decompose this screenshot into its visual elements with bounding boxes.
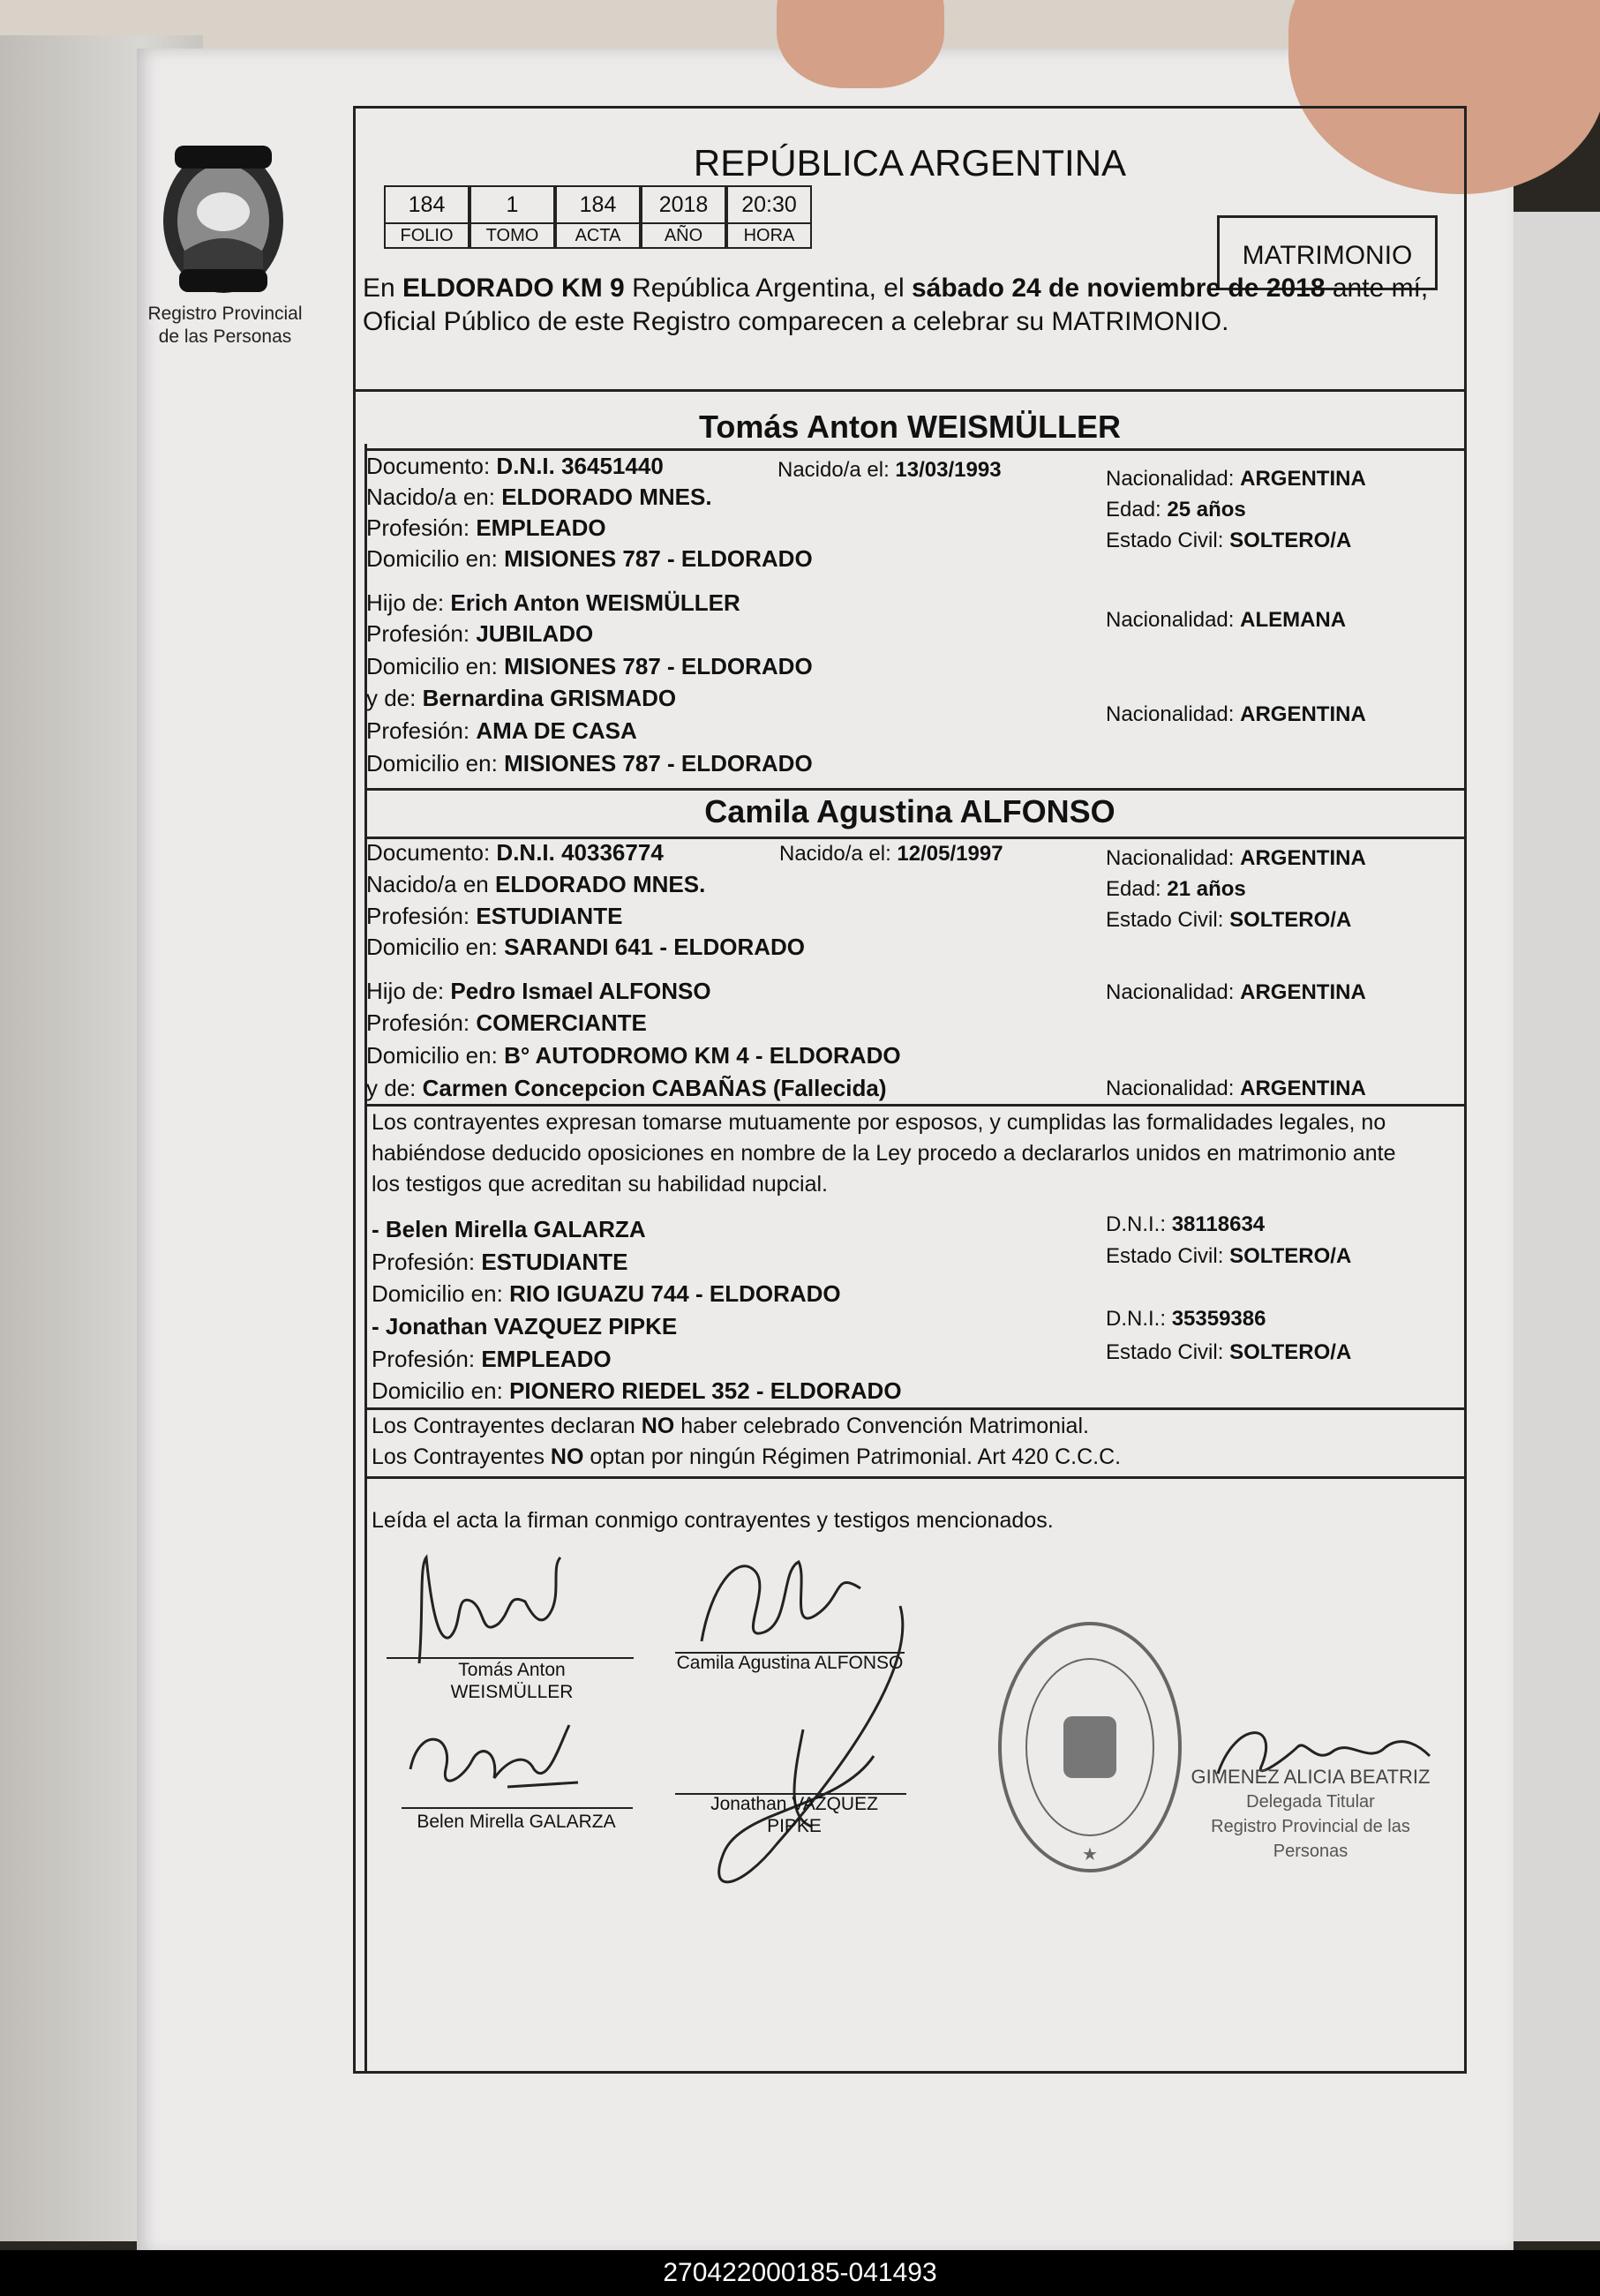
regime-text: Los Contrayentes <box>372 1444 545 1469</box>
spouse2-father <box>366 978 711 1004</box>
reference-boxes <box>384 185 812 249</box>
field-label: Profesión: <box>366 620 470 647</box>
intro-paragraph <box>363 272 1457 339</box>
intro-text: República Argentina, el <box>632 274 905 303</box>
spouse1-profesion <box>366 514 606 541</box>
field-value: 12/05/1997 <box>897 842 1003 866</box>
field-value: ELDORADO MNES. <box>501 484 712 510</box>
field-label: Edad: <box>1106 877 1161 901</box>
field-label: Documento: <box>366 839 491 866</box>
field-value: PIONERO RIEDEL 352 - ELDORADO <box>509 1377 902 1404</box>
witness2-name <box>372 1313 677 1339</box>
field-label: Profesión: <box>372 1346 476 1372</box>
spouse1-mother-prof <box>366 717 637 744</box>
field-label: Domicilio en: <box>372 1280 503 1307</box>
field-label: Profesión: <box>366 717 470 744</box>
field-value: SOLTERO/A <box>1229 908 1352 932</box>
declaration-line: Los contrayentes expresan tomarse mutuamente por esposos, y cumplidas las formalidades legales, no <box>372 1110 1386 1135</box>
thumb-top <box>777 0 944 88</box>
witness1-domicilio <box>372 1280 841 1307</box>
field-value: ELDORADO MNES. <box>495 871 706 897</box>
field-value: ARGENTINA <box>1240 467 1366 491</box>
field-value: ARGENTINA <box>1240 980 1366 1004</box>
signature-label-camila: Camila Agustina ALFONSO <box>676 1653 904 1673</box>
divider <box>364 448 1464 451</box>
ref-folio <box>384 185 469 249</box>
spouse2-name: Camila Agustina ALFONSO <box>704 793 1115 829</box>
emblem-caption: Registro Provincial de las Personas <box>147 304 303 347</box>
signature-name: PIPKE <box>767 1816 822 1836</box>
field-value: SOLTERO/A <box>1229 1244 1352 1268</box>
witness1-profesion <box>372 1249 627 1275</box>
signature-name: Jonathan VAZQUEZ <box>710 1794 878 1814</box>
spouse2-father-dom <box>366 1042 901 1069</box>
field-label: Documento: <box>366 453 491 479</box>
ref-anio <box>641 185 726 249</box>
spouse2-father-prof <box>366 1009 647 1036</box>
spouse2-edad <box>1106 876 1246 903</box>
witness2-estado-civil <box>1106 1339 1351 1366</box>
ref-label: FOLIO <box>400 226 454 245</box>
ref-label: ACTA <box>575 226 621 245</box>
divider <box>364 1476 1464 1479</box>
spouse2-estado-civil <box>1106 907 1351 934</box>
ref-label: AÑO <box>664 226 703 245</box>
ref-label: HORA <box>743 226 795 245</box>
regime-line-1 <box>372 1413 1089 1439</box>
field-label: D.N.I.: <box>1106 1307 1167 1331</box>
spouse1-edad <box>1106 497 1246 523</box>
spouse1-born-on <box>777 457 1002 484</box>
field-label: Profesión: <box>366 903 470 929</box>
field-value: D.N.I. 40336774 <box>496 839 664 866</box>
field-label: Nacionalidad: <box>1106 846 1235 870</box>
field-value: AMA DE CASA <box>476 717 637 744</box>
official-block <box>1178 1765 1443 1864</box>
intro-text: ante mí, <box>1332 274 1429 303</box>
field-value: ARGENTINA <box>1240 846 1366 870</box>
field-label: Nacido/a en <box>366 871 489 897</box>
witness1-estado-civil <box>1106 1243 1351 1270</box>
field-value: ARGENTINA <box>1240 702 1366 726</box>
field-label: Domicilio en: <box>366 750 498 777</box>
closing-statement: Leída el acta la firman conmigo contrayentes y testigos mencionados. <box>372 1508 1054 1533</box>
field-value: ESTUDIANTE <box>476 903 623 929</box>
field-value: EMPLEADO <box>481 1346 612 1372</box>
footer-code: 270422000185-041493 <box>0 2250 1600 2296</box>
field-label: Nacido/a en: <box>366 484 495 510</box>
divider <box>356 389 1464 392</box>
spouse2-nacionalidad <box>1106 845 1366 872</box>
ref-acta <box>555 185 641 249</box>
declaration-line: los testigos que acreditan su habilidad nupcial. <box>372 1172 829 1197</box>
ref-value: 184 <box>557 187 639 224</box>
field-value: D.N.I. 36451440 <box>496 453 664 479</box>
spouse1-father-nac <box>1106 607 1346 634</box>
field-value: Erich Anton WEISMÜLLER <box>450 589 740 616</box>
document-title: REPÚBLICA ARGENTINA <box>693 142 1127 184</box>
signature-name: Tomás Anton <box>458 1660 566 1680</box>
field-value: Bernardina GRISMADO <box>422 685 677 711</box>
document-type-box: MATRIMONIO <box>1217 215 1438 290</box>
field-value: B° AUTODROMO KM 4 - ELDORADO <box>504 1042 901 1069</box>
field-value: SARANDI 641 - ELDORADO <box>504 934 805 960</box>
divider <box>364 1407 1464 1410</box>
signature-name: WEISMÜLLER <box>450 1682 574 1702</box>
field-label: Estado Civil: <box>1106 529 1224 552</box>
regime-text: Los Contrayentes declaran <box>372 1414 635 1438</box>
declaration-line: habiéndose deducido oposiciones en nombre de la Ley procedo a declararlos unidos en matrimonio ante <box>372 1141 1396 1166</box>
field-label: y de: <box>366 685 417 711</box>
ref-value: 2018 <box>642 187 725 224</box>
field-label: Profesión: <box>366 514 470 541</box>
ref-value: 20:30 <box>728 187 810 224</box>
spouse2-born-in <box>366 871 705 897</box>
field-value: - Jonathan VAZQUEZ PIPKE <box>372 1313 678 1339</box>
field-label: Nacido/a el: <box>779 842 891 866</box>
signature-tomas <box>402 1540 613 1672</box>
field-value: EMPLEADO <box>476 514 606 541</box>
svg-text:★: ★ <box>1082 1845 1098 1865</box>
witness2-profesion <box>372 1346 612 1372</box>
field-label: Nacido/a el: <box>777 458 890 482</box>
field-label: D.N.I.: <box>1106 1212 1167 1236</box>
spouse2-doc <box>366 839 664 866</box>
official-org: Registro Provincial de las Personas <box>1211 1817 1410 1861</box>
ref-hora <box>726 185 812 249</box>
field-value: 25 años <box>1167 498 1246 521</box>
field-value: MISIONES 787 - ELDORADO <box>504 653 813 679</box>
field-label: Domicilio en: <box>366 545 498 572</box>
field-value: SOLTERO/A <box>1229 529 1352 552</box>
field-label: Domicilio en: <box>366 934 498 960</box>
field-value: 38118634 <box>1171 1212 1266 1236</box>
intro-date: sábado 24 de noviembre de 2018 <box>911 274 1326 303</box>
field-label: Hijo de: <box>366 978 445 1004</box>
official-role: Delegada Titular <box>1246 1792 1375 1812</box>
field-label: Estado Civil: <box>1106 1244 1224 1268</box>
spouse1-estado-civil <box>1106 528 1351 554</box>
field-label: Nacionalidad: <box>1106 702 1235 726</box>
regime-text: haber celebrado Convención Matrimonial. <box>680 1414 1089 1438</box>
signature-belen <box>402 1707 605 1813</box>
field-label: Estado Civil: <box>1106 1340 1224 1364</box>
spouse1-mother <box>366 685 676 711</box>
field-value: ARGENTINA <box>1240 1077 1366 1100</box>
field-label: Edad: <box>1106 498 1161 521</box>
page-edge-right <box>1514 212 1600 2241</box>
regime-no: NO <box>641 1414 675 1438</box>
spouse1-father <box>366 589 740 616</box>
signature-line <box>402 1807 633 1809</box>
divider <box>364 1104 1464 1107</box>
spouse1-mother-nac <box>1106 702 1366 728</box>
official-name: GIMENEZ ALICIA BEATRIZ <box>1191 1766 1431 1788</box>
witness2-domicilio <box>372 1377 902 1404</box>
signature-label-belen: Belen Mirella GALARZA <box>417 1812 616 1832</box>
regime-no: NO <box>550 1444 584 1469</box>
field-value: COMERCIANTE <box>476 1009 647 1036</box>
spouse2-father-nac <box>1106 979 1366 1006</box>
ref-label: TOMO <box>485 226 539 245</box>
field-value: 35359386 <box>1171 1307 1266 1331</box>
field-value: Carmen Concepcion CABAÑAS (Fallecida) <box>422 1075 887 1101</box>
spouse1-father-prof <box>366 620 593 647</box>
field-value: RIO IGUAZU 744 - ELDORADO <box>509 1280 841 1307</box>
spouse1-mother-dom <box>366 750 813 777</box>
field-label: Estado Civil: <box>1106 908 1224 932</box>
field-value: 21 años <box>1167 877 1246 901</box>
field-label: Domicilio en: <box>366 1042 498 1069</box>
field-value: Pedro Ismael ALFONSO <box>450 978 711 1004</box>
field-label: Nacionalidad: <box>1106 1077 1235 1100</box>
spouse1-name: Tomás Anton WEISMÜLLER <box>699 409 1121 445</box>
field-value: 13/03/1993 <box>895 458 1002 482</box>
witness2-dni <box>1106 1306 1266 1332</box>
field-label: Nacionalidad: <box>1106 980 1235 1004</box>
spouse1-domicilio <box>366 545 813 572</box>
regime-line-2 <box>372 1444 1121 1470</box>
spouse2-profesion <box>366 903 622 929</box>
ref-value: 184 <box>386 187 468 224</box>
witness1-name <box>372 1216 646 1242</box>
spouse2-domicilio <box>366 934 805 960</box>
field-label: Domicilio en: <box>372 1377 503 1404</box>
intro-text: En <box>363 274 395 303</box>
intro-place: ELDORADO KM 9 <box>402 274 625 303</box>
declaration-paragraph <box>372 1107 1457 1200</box>
spouse1-doc <box>366 453 664 479</box>
field-label: Profesión: <box>372 1249 476 1275</box>
ref-value: 1 <box>471 187 553 224</box>
signature-label-jonathan <box>697 1793 891 1837</box>
ref-tomo <box>469 185 555 249</box>
field-label: Domicilio en: <box>366 653 498 679</box>
field-value: SOLTERO/A <box>1229 1340 1352 1364</box>
spouse2-mother-nac <box>1106 1076 1366 1102</box>
witness1-dni <box>1106 1212 1265 1238</box>
spouse2-mother <box>366 1075 886 1101</box>
signature-label-tomas <box>415 1659 609 1703</box>
field-value: ALEMANA <box>1240 608 1347 632</box>
regime-text: optan por ningún Régimen Patrimonial. Art 420 C.C.C. <box>590 1444 1122 1469</box>
spouse1-born-in <box>366 484 712 510</box>
field-label: Profesión: <box>366 1009 470 1036</box>
field-value: JUBILADO <box>476 620 594 647</box>
field-value: MISIONES 787 - ELDORADO <box>504 545 813 572</box>
spouse1-father-dom <box>366 653 813 679</box>
provincia-misiones-emblem <box>157 137 289 300</box>
field-label: y de: <box>366 1075 417 1101</box>
registry-stamp <box>993 1615 1187 1880</box>
field-label: Nacionalidad: <box>1106 608 1235 632</box>
divider <box>364 788 1464 791</box>
spouse2-born-on <box>779 841 1003 867</box>
field-value: - Belen Mirella GALARZA <box>372 1216 646 1242</box>
intro-text: Oficial Público de este Registro comparecen a celebrar su MATRIMONIO. <box>363 307 1229 336</box>
field-label: Nacionalidad: <box>1106 467 1235 491</box>
signature-jonathan <box>697 1597 927 1915</box>
field-label: Hijo de: <box>366 589 445 616</box>
field-value: ESTUDIANTE <box>481 1249 628 1275</box>
spouse1-nacionalidad <box>1106 466 1366 492</box>
field-value: MISIONES 787 - ELDORADO <box>504 750 813 777</box>
